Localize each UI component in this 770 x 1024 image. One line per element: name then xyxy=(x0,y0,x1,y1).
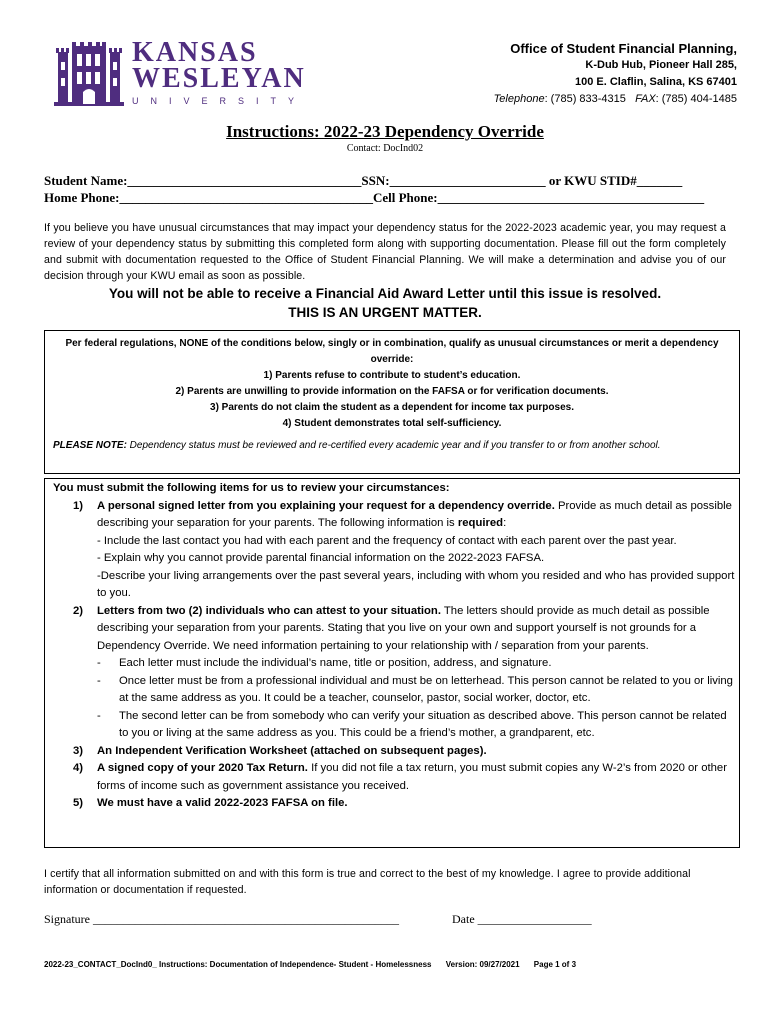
item-number: 2) xyxy=(73,604,84,617)
phone-fax-line xyxy=(494,91,737,108)
signature-line[interactable]: Signature ___________________________________________________ xyxy=(44,912,399,926)
requirement-item-3 xyxy=(45,743,739,761)
contact-code: Contact: DocInd02 xyxy=(346,143,424,154)
logo-university: UNIVERSITY xyxy=(132,96,307,106)
sub-bullet: - Once letter must be from a professional individual and must be on letterhead. This person cannot be related to you or living at the same address as you. It could be a teacher, counselor, pastor, social worker, doctor, etc. xyxy=(97,674,733,704)
item-number: 1) xyxy=(73,499,84,512)
condition-item: 4) Student demonstrates total self-sufficiency. xyxy=(282,418,502,429)
sub-text: The second letter can be from somebody who can verify your situation as described above. This person cannot be related to you or living at the same address as you. This could be a friend’s mother, a grandparent, etc. xyxy=(119,709,727,739)
requirement-item-1 xyxy=(45,498,739,603)
footer-page: Page 1 of 3 xyxy=(533,960,577,969)
note-label: PLEASE NOTE: xyxy=(53,440,127,451)
item-bullet: -Describe your living arrangements over the past several years, including with whom you resided and who has provided support to you. xyxy=(97,569,735,599)
item-bold: An Independent Verification Worksheet (attached on subsequent pages). xyxy=(97,744,487,757)
please-note xyxy=(45,432,739,453)
phone-line[interactable]: Home Phone:_______________________________________Cell Phone:_________________________________________ xyxy=(44,190,705,205)
address-line-2: 100 E. Claflin, Salina, KS 67401 xyxy=(574,76,737,88)
university-logo xyxy=(52,36,307,106)
condition-item: 3) Parents do not claim the student as a dependent for income tax purposes. xyxy=(210,402,574,413)
item-text: If you did not file a tax return, you must submit copies any W-2’s from 2020 or other forms of income such as government assistance you received. xyxy=(97,762,727,792)
sub-bullet: - Each letter must include the individual’s name, title or position, address, and signature. xyxy=(97,657,552,669)
requirement-item-2 xyxy=(45,603,739,656)
item-bullet: - Explain why you cannot provide parental financial information on the 2022-2023 FAFSA. xyxy=(97,552,545,564)
item-bold: Letters from two (2) individuals who can attest to your situation. xyxy=(97,604,441,617)
sub-bullet: - The second letter can be from somebody who can verify your situation as described above. This person cannot be related to you or living at the same address as you. This could be a friend’s mother, a grandparent, etc. xyxy=(97,709,727,739)
sub-text: Each letter must include the individual’s name, title or position, address, and signature. xyxy=(119,657,552,669)
student-name-ssn-line[interactable]: Student Name:____________________________________SSN:________________________ or KWU STID#_______ xyxy=(44,173,683,188)
requirements-header: You must submit the following items for us to review your circumstances: xyxy=(53,482,450,494)
date-line[interactable]: Date ___________________ xyxy=(452,912,592,926)
item-bullet: - Include the last contact you had with each parent and the frequency of contact with each parent over the past year. xyxy=(97,534,677,547)
logo-kansas: KANSAS xyxy=(132,37,258,68)
telephone-number: : (785) 833-4315 xyxy=(544,93,626,105)
urgent-line-1: You will not be able to receive a Financial Aid Award Letter until this issue is resolved. xyxy=(108,286,662,301)
item-number: 4) xyxy=(73,762,84,774)
building-crest-icon xyxy=(54,42,124,108)
condition-item: 2) Parents are unwilling to provide information on the FAFSA or for verification documents. xyxy=(175,386,609,397)
urgent-notice xyxy=(0,284,770,322)
footer-version: Version: 09/27/2021 xyxy=(445,960,520,969)
certification-statement: I certify that all information submitted on and with this form is true and correct to the best of my knowledge. I agree to provide additional information or documentation if requested. xyxy=(44,868,691,896)
telephone-label: Telephone xyxy=(493,93,545,105)
item-text: Provide as much detail as possible describing your separation for your parents. The following information is xyxy=(97,499,732,529)
requirement-item-4 xyxy=(45,760,739,795)
page-footer xyxy=(44,960,588,969)
conditions-box xyxy=(44,330,740,474)
condition-item: 1) Parents refuse to contribute to student’s education. xyxy=(263,370,521,381)
urgent-line-2: THIS IS AN URGENT MATTER. xyxy=(288,305,482,320)
note-text: Dependency status must be reviewed and re-certified every academic year and if you transfer to or from another school. xyxy=(126,440,661,451)
office-name: Office of Student Financial Planning, xyxy=(510,41,737,56)
item-number: 3) xyxy=(73,744,84,757)
address-line-1: K-Dub Hub, Pioneer Hall 285, xyxy=(585,59,737,71)
page-title: Instructions: 2022-23 Dependency Override xyxy=(226,122,544,141)
item-bold: A signed copy of your 2020 Tax Return. xyxy=(97,762,308,774)
item-number: 5) xyxy=(73,797,84,809)
logo-wesleyan: WESLEYAN xyxy=(132,63,306,94)
fax-label: FAX xyxy=(635,93,656,105)
sub-text: Once letter must be from a professional individual and must be on letterhead. This person cannot be related to you or living at the same address as you. It could be a teacher, counselor, pastor, social worker, doctor, etc. xyxy=(119,674,733,704)
footer-doc-name: 2022-23_CONTACT_DocInd0_ Instructions: Documentation of Independence- Student - Homelessness xyxy=(44,960,432,969)
colon: : xyxy=(503,517,507,529)
conditions-header: Per federal regulations, NONE of the conditions below, singly or in combination, qualify as unusual circumstances or merit a dependency override: xyxy=(65,338,719,365)
office-address xyxy=(494,40,737,108)
requirement-item-5 xyxy=(45,795,739,813)
item-text: The letters should provide as much detail as possible describing your separation from your parents. Stating that you live on your own and support yourself is not grounds for a Dependency Override. We need information pertaining to your relationship with / separation from your parents. xyxy=(97,604,710,652)
student-info-fields xyxy=(44,172,704,206)
required-word: required xyxy=(457,517,504,529)
intro-paragraph: If you believe you have unusual circumstances that may impact your dependency status for the 2022-2023 academic year, you may request a review of your dependency status by submitting this completed form along with supporting documentation. Please fill out the form completely and submit with documentation requested to the Office of Student Financial Planning. We will make a determination and advise you of our decision through your KWU email as soon as possible. xyxy=(44,222,726,282)
item-bold: A personal signed letter from you explaining your request for a dependency override. xyxy=(97,499,555,512)
fax-number: : (785) 404-1485 xyxy=(655,93,737,105)
requirements-box xyxy=(44,478,740,848)
item-bold: We must have a valid 2022-2023 FAFSA on file. xyxy=(97,797,348,809)
